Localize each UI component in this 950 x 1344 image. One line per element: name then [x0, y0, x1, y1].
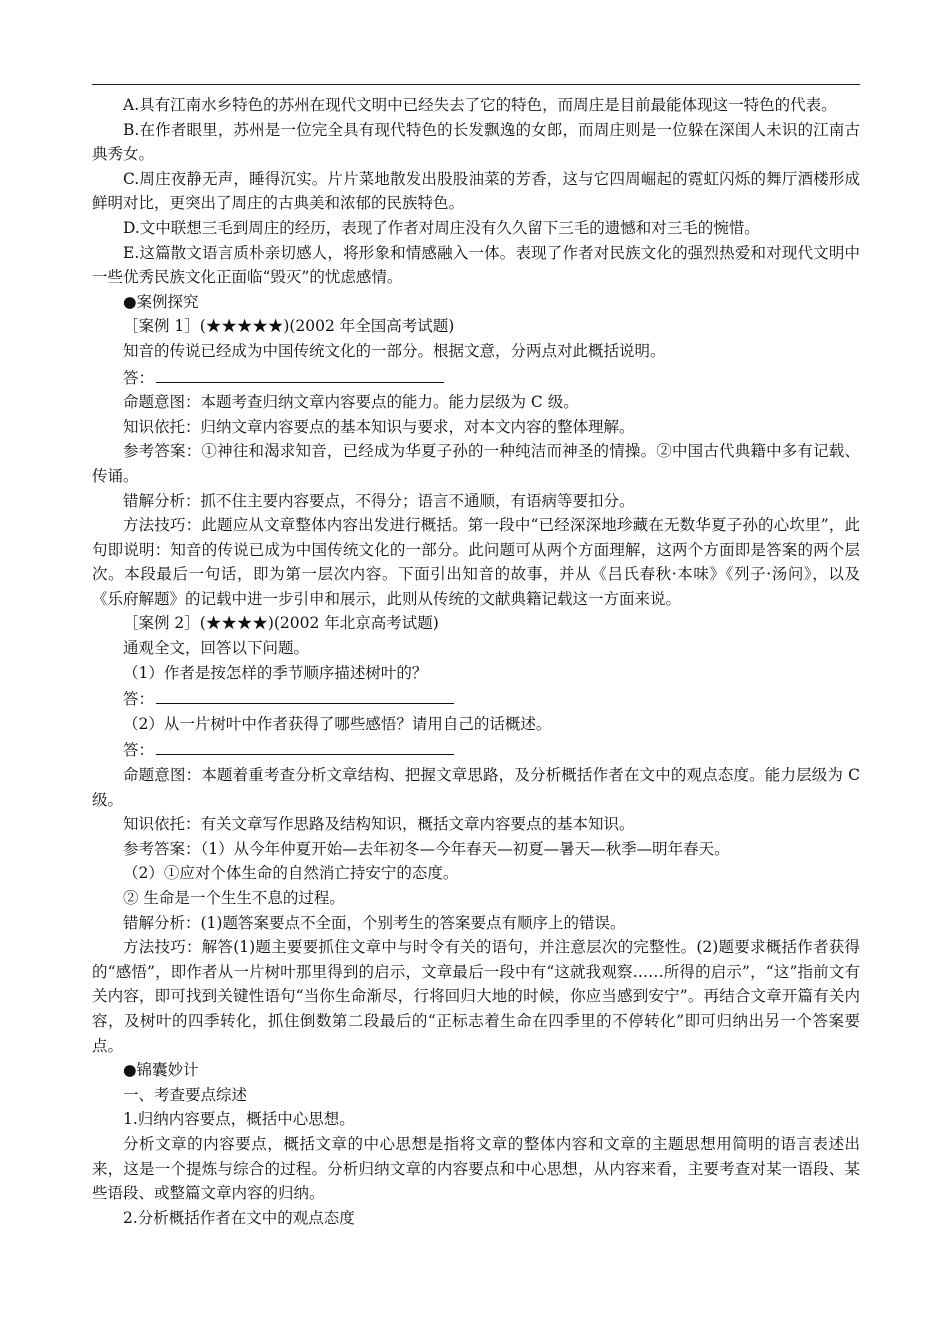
document-page: [92, 84, 865, 1230]
case2-intro: 通观全文，回答以下问题。: [123, 639, 310, 658]
case2-knowledge: 知识依托：有关文章写作思路及结构知识，概括文章内容要点的基本知识。: [123, 815, 635, 834]
tips-point1-body: 分析文章的内容要点，概括文章的中心思想是指将文章的整体内容和文章的主题思想用简明的语言表述出来，这是一个提炼与综合的过程。分析归纳文章的内容要点和中心思想，从内容来看，主要考查对某一语段、某些语段、或整篇文章内容的归纳。: [92, 1134, 860, 1203]
case2-answer-line-1: [92, 685, 860, 712]
option-c: C.周庄夜静无声，睡得沉实。片片菜地散发出股股油菜的芳香，这与它四周崛起的霓虹闪烁的舞厅酒楼形成鲜明对比，更突出了周庄的古典美和浓郁的民族特色。: [92, 169, 860, 213]
case2-reference-3: ② 生命是一个生生不息的过程。: [123, 889, 345, 907]
case1-reference: 参考答案：①神往和渴求知音，已经成为华夏子孙的一种纯洁而神圣的情操。②中国古代典籍中多有记载、传诵。: [92, 442, 860, 485]
section-heading-case: ●案例探究: [123, 292, 199, 311]
option-a: A.具有江南水乡特色的苏州在现代文明中已经失去了它的特色，而周庄是目前最能体现这一特色的代表。: [123, 96, 837, 114]
case2-intent: 命题意图：本题着重考查分析文章结构、把握文章思路，及分析概括作者在文中的观点态度。能力层级为 C 级。: [92, 766, 865, 809]
case1-intent: 命题意图：本题考查归纳文章内容要点的能力。能力层级为 C 级。: [123, 393, 579, 412]
case1-title: ［案例 1］(★★★★★)(2002 年全国高考试题): [123, 317, 455, 336]
option-b: B.在作者眼里，苏州是一位完全具有现代特色的长发飘逸的女郎，而周庄则是一位躲在深闺人未识的江南古典秀女。: [92, 120, 860, 164]
option-d: D.文中联想三毛到周庄的经历，表现了作者对周庄没有久久留下三毛的遗憾和对三毛的惋惜。: [123, 218, 760, 237]
case2-method: 方法技巧：解答(1)题主要要抓住文章中与时令有关的语句，并注意层次的完整性。(2)题要求概括作者获得的“感悟”，即作者从一片树叶那里得到的启示，文章最后一段中有“这就我观察……所得的启示”，“这”指前文有关内容，即可找到关键性语句“当你生命渐尽，行将回归大地的时候，你应当感到安宁”。再结合文章开篇有关内容，及树叶的四季转化，抓住倒数第二段最后的“正标志着生命在四季里的不停转化”即可归纳出另一个答案要点。: [92, 938, 860, 1055]
answer-label: 答：: [123, 368, 155, 387]
answer-blank: [156, 685, 454, 704]
option-e: E.这篇散文语言质朴亲切感人，将形象和情感融入一体。表现了作者对民族文化的强烈热爱和对现代文明中一些优秀民族文化正面临“毁灭”的忧虑感情。: [92, 243, 860, 287]
case2-reference-1: 参考答案：（1）从今年仲夏开始—去年初冬—今年春天—初夏—暑天—秋季—明年春天。: [123, 839, 730, 858]
header-rule: [92, 84, 860, 85]
case1-question: 知音的传说已经成为中国传统文化的一部分。根据文意，分两点对此概括说明。: [123, 341, 666, 360]
answer-label: 答：: [123, 690, 155, 709]
tips-heading: 一、考查要点综述: [123, 1085, 248, 1104]
case2-reference-2: （2）①应对个体生命的自然消亡持安宁的态度。: [123, 864, 459, 883]
case2-q2: （2）从一片树叶中作者获得了哪些感悟？请用自己的话概述。: [123, 714, 552, 733]
case1-method: 方法技巧：此题应从文章整体内容出发进行概括。第一段中“已经深深地珍藏在无数华夏子孙的心坎里”，此句即说明：知音的传说已成为中国传统文化的一部分。此问题可从两个方面理解，这两个方面即是答案的两个层次。本段最后一句话，即为第一层次内容。下面引出知音的故事，并从《吕氏春秋·本味》《列子·汤问》，以及《乐府解题》的记载中进一步引申和展示，此则从传统的文献典籍记载这一方面来说。: [92, 516, 860, 608]
tips-point2-title: 2.分析概括作者在文中的观点态度: [123, 1208, 355, 1227]
tips-point1-title: 1.归纳内容要点，概括中心思想。: [123, 1110, 355, 1129]
case1-answer-line: [92, 364, 860, 391]
answer-label: 答：: [123, 741, 155, 760]
section-heading-tips: ●锦囊妙计: [123, 1061, 199, 1080]
case2-title: ［案例 2］(★★★★)(2002 年北京高考试题): [123, 614, 439, 633]
case2-error: 错解分析：(1)题答案要点不全面，个别考生的答案要点有顺序上的错误。: [123, 913, 626, 932]
case1-error: 错解分析：抓不住主要内容要点，不得分；语言不通顺，有语病等要扣分。: [123, 491, 635, 510]
case2-answer-line-2: [92, 736, 860, 763]
case1-knowledge: 知识依托：归纳文章内容要点的基本知识与要求，对本文内容的整体理解。: [123, 417, 635, 436]
answer-blank: [156, 736, 454, 755]
answer-blank: [156, 364, 444, 383]
case2-q1: （1）作者是按怎样的季节顺序描述树叶的？: [123, 663, 428, 682]
